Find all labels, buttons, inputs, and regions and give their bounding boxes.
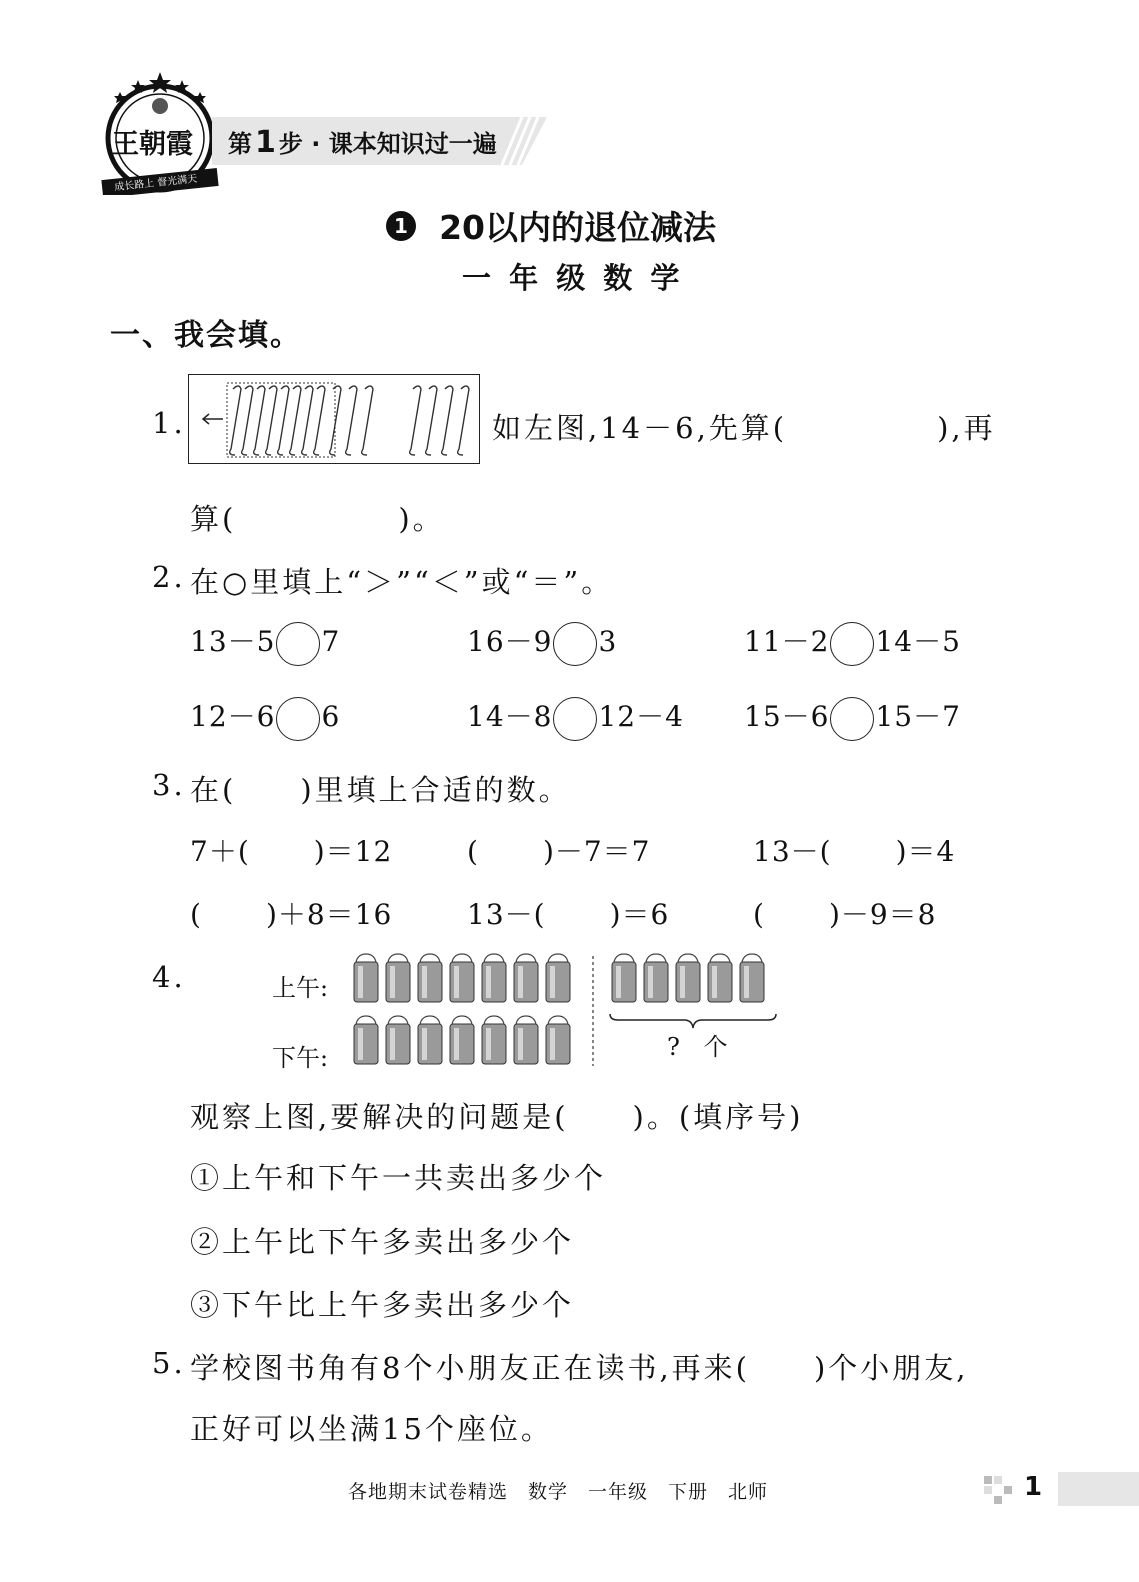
- q1-stick-figure: [188, 374, 480, 464]
- q2-item-right: 7: [321, 625, 341, 658]
- brace: [610, 1014, 776, 1028]
- q5-line-2: 正好可以坐满15个座位。: [190, 1412, 553, 1446]
- q2-item-right: 12－4: [598, 700, 684, 733]
- milk-can-icon: [546, 954, 570, 1002]
- q4-option-1: ①上午和下午一共卖出多少个: [190, 1161, 607, 1195]
- q3-text: )＝12: [313, 835, 393, 868]
- compare-circle[interactable]: [553, 697, 597, 741]
- q2-item-left: 12－6: [190, 700, 276, 733]
- milk-can-icon: [450, 954, 474, 1002]
- q1-text-c: 算(: [190, 502, 237, 536]
- q3-text: (: [753, 898, 765, 931]
- q2-item-3: [744, 620, 961, 666]
- q3-text: )＋8＝16: [265, 898, 393, 931]
- q3-text: 13－(: [467, 898, 546, 931]
- logo-text: 王朝霞: [112, 129, 193, 160]
- q3-text: )＝4: [895, 835, 956, 868]
- q3-text: (: [190, 898, 202, 931]
- q2-item-6: [744, 695, 961, 741]
- footer-squares: [984, 1476, 1024, 1506]
- q2-number: 2.: [152, 560, 186, 594]
- milk-can-icon: [482, 954, 506, 1002]
- q3-text: )＝6: [609, 898, 670, 931]
- q3-item-6: [753, 893, 937, 933]
- milk-can-icon: [676, 954, 700, 1002]
- step-number: 1: [255, 125, 276, 160]
- milk-can-icon: [546, 1016, 570, 1064]
- q2-item-left: 11－2: [744, 625, 830, 658]
- step-banner: [212, 117, 547, 165]
- compare-circle[interactable]: [830, 697, 874, 741]
- footer-text: 各地期末试卷精选 数学 一年级 下册 北师: [348, 1481, 769, 1503]
- milk-can-icon: [418, 954, 442, 1002]
- title-row: [386, 202, 716, 249]
- q3-item-2: [467, 830, 651, 870]
- compare-circle[interactable]: [276, 697, 320, 741]
- q5-line-1: 学校图书角有8个小朋友正在读书,再来( )个小朋友,: [190, 1351, 969, 1385]
- q3-text: )－7＝7: [542, 835, 651, 868]
- milk-can-icon: [482, 1016, 506, 1064]
- q2-item-left: 16－9: [467, 625, 553, 658]
- milk-can-icon: [386, 954, 410, 1002]
- q3-text: )－9＝8: [828, 898, 937, 931]
- q2-item-left: 13－5: [190, 625, 276, 658]
- logo-seal: [100, 70, 220, 195]
- step-suffix: 步 · 课本知识过一遍: [278, 130, 497, 158]
- compare-circle[interactable]: [276, 622, 320, 666]
- step-prefix: 第: [228, 130, 252, 158]
- q3-item-1: [190, 830, 392, 870]
- title-badge: 1: [386, 211, 416, 241]
- q3-instruction: 在( )里填上合适的数。: [190, 773, 571, 807]
- q2-item-right: 14－5: [875, 625, 961, 658]
- footer-squares-graphic: [984, 1476, 1024, 1506]
- counting-sticks-graphic: [189, 375, 479, 463]
- page-title: 20以内的退位减法: [439, 208, 717, 247]
- milk-can-icon: [644, 954, 668, 1002]
- milk-can-icon: [708, 954, 732, 1002]
- q5-number: 5.: [152, 1346, 186, 1380]
- q2-item-right: 6: [321, 700, 341, 733]
- milk-can-icon: [418, 1016, 442, 1064]
- q3-item-3: [753, 830, 955, 870]
- milk-can-icon: [354, 954, 378, 1002]
- milk-can-icon: [386, 1016, 410, 1064]
- compare-circle[interactable]: [830, 622, 874, 666]
- page-subtitle: 一 年 级 数 学: [462, 261, 684, 295]
- q2-instruction: 在○里填上“＞”“＜”或“＝”。: [190, 565, 614, 599]
- milk-can-icon: [514, 1016, 538, 1064]
- milk-can-icon: [740, 954, 764, 1002]
- q3-text: (: [467, 835, 479, 868]
- q3-text: 7＋(: [190, 835, 250, 868]
- q3-number: 3.: [152, 768, 186, 802]
- q2-item-2: [467, 620, 617, 666]
- milk-can-icon: [450, 1016, 474, 1064]
- q2-item-5: [467, 695, 684, 741]
- q4-option-2: ②上午比下午多卖出多少个: [190, 1225, 575, 1259]
- footer-bar: [1058, 1472, 1139, 1506]
- milk-can-icon: [612, 954, 636, 1002]
- q1-text-a: 如左图,14－6,先算(: [492, 411, 788, 445]
- q2-item-right: 15－7: [875, 700, 961, 733]
- q3-item-4: [190, 893, 392, 933]
- q1-text-d: )。: [398, 502, 445, 536]
- logo-banner-text: 成长路上 督光满天: [113, 173, 198, 194]
- q2-item-left: 14－8: [467, 700, 553, 733]
- q4-option-3: ③下午比上午多卖出多少个: [190, 1288, 575, 1322]
- q4-number: 4.: [152, 960, 186, 994]
- q4-question: 观察上图,要解决的问题是( )。(填序号): [190, 1100, 804, 1134]
- brace-label: ? 个: [667, 1033, 736, 1061]
- q1-number: 1.: [152, 406, 186, 440]
- milk-can-icon: [354, 1016, 378, 1064]
- q1-text-b: ),再: [937, 411, 996, 445]
- q2-item-1: [190, 620, 340, 666]
- page-number: 1: [1024, 1472, 1043, 1502]
- q2-item-4: [190, 695, 340, 741]
- q3-item-5: [467, 893, 669, 933]
- q2-item-left: 15－6: [744, 700, 830, 733]
- compare-circle[interactable]: [553, 622, 597, 666]
- pm-label: 下午:: [272, 1044, 329, 1072]
- am-label: 上午:: [272, 974, 329, 1002]
- section-heading: 一、我会填。: [110, 318, 302, 353]
- milk-can-icon: [514, 954, 538, 1002]
- q2-item-right: 3: [598, 625, 618, 658]
- q3-text: 13－(: [753, 835, 832, 868]
